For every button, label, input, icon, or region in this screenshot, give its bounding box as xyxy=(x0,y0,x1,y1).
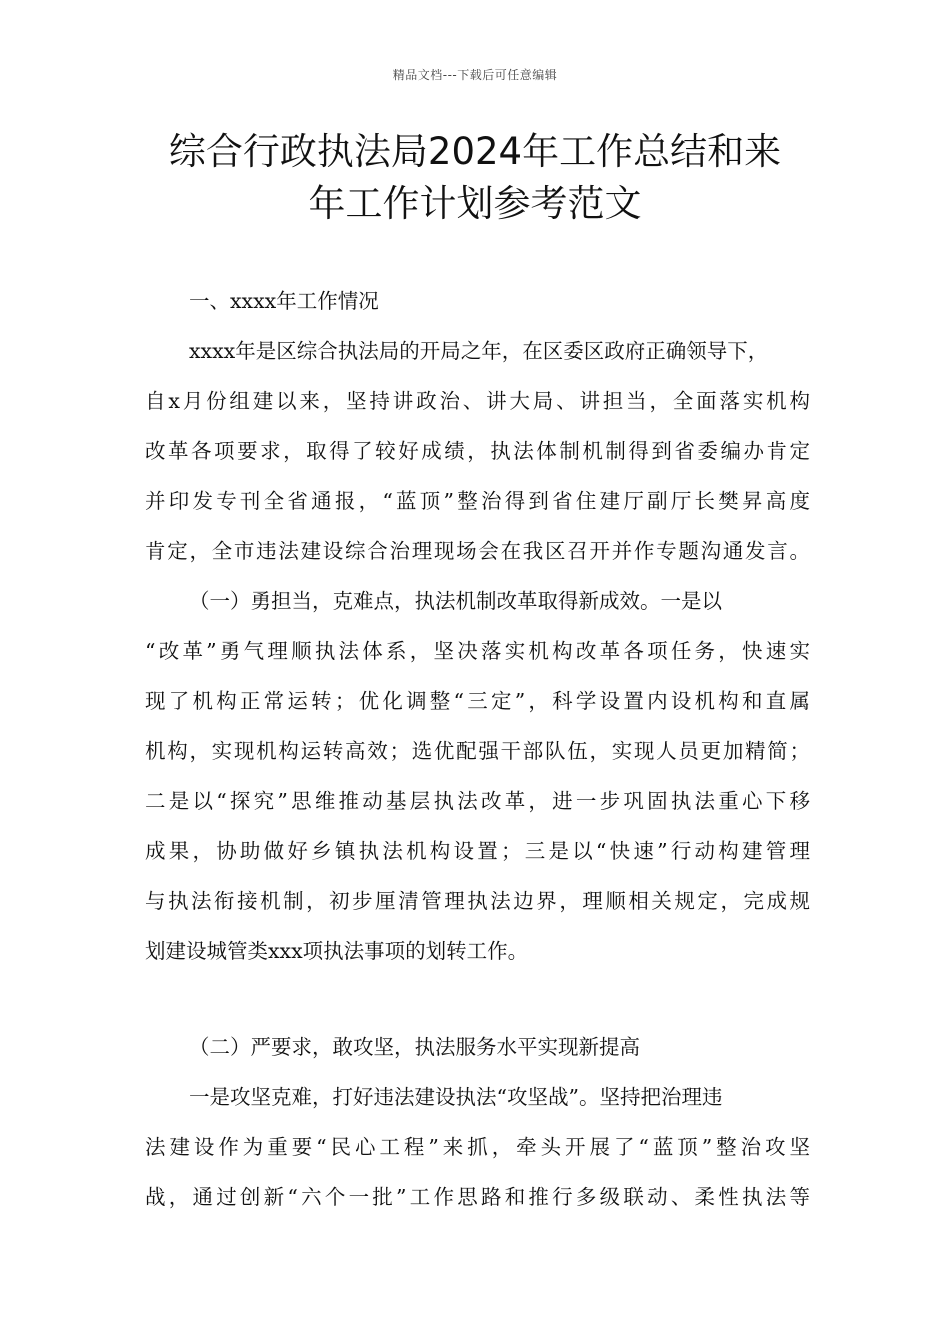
paragraph-line: 一是攻坚克难，打好违法建设执法“攻坚战”。坚持把治理违 xyxy=(189,1085,723,1109)
title-line-1: 综合行政执法局2024年工作总结和来 xyxy=(168,130,782,173)
paragraph-1 xyxy=(145,326,810,576)
paragraph-line: 机构，实现机构运转高效；选优配强干部队伍，实现人员更加精简； xyxy=(145,739,810,763)
paragraph-line: 自x月份组建以来，坚持讲政治、讲大局、讲担当，全面落实机构 xyxy=(145,389,810,413)
header-note: 精品文档---下载后可任意编辑 xyxy=(392,68,558,82)
document-title xyxy=(100,126,850,230)
paragraph-line: 法建设作为重要“民心工程”来抓，牵头开展了“蓝顶”整治攻坚 xyxy=(145,1135,810,1159)
section-2 xyxy=(145,1022,810,1072)
paragraph-line: xxxx年是区综合执法局的开局之年，在区委区政府正确领导下， xyxy=(189,339,769,363)
paragraph-line: 改革各项要求，取得了较好成绩，执法体制机制得到省委编办肯定 xyxy=(145,439,810,463)
paragraph-line: 二是以“探究”思维推动基层执法改革，进一步巩固执法重心下移 xyxy=(145,789,810,813)
section-heading: 一、xxxx年工作情况 xyxy=(189,289,379,313)
section-1 xyxy=(145,276,810,326)
paragraph-line: 并印发专刊全省通报，“蓝顶”整治得到省住建厅副厅长樊昇高度 xyxy=(145,489,810,513)
title-line-2: 年工作计划参考范文 xyxy=(308,182,642,225)
paragraph-line: 成果，协助做好乡镇执法机构设置；三是以“快速”行动构建管理 xyxy=(145,839,810,863)
paragraph-3 xyxy=(145,1072,810,1222)
paragraph-line: “改革”勇气理顺执法体系，坚决落实机构改革各项任务，快速实 xyxy=(145,639,810,663)
paragraph-line: 肯定，全市违法建设综合治理现场会在我区召开并作专题沟通发言。 xyxy=(145,539,810,563)
paragraph-line: 划建设城管类xxx项执法事项的划转工作。 xyxy=(145,939,529,963)
paragraph-line: 现了机构正常运转；优化调整“三定”，科学设置内设机构和直属 xyxy=(145,689,810,713)
paragraph-line: 与执法衔接机制，初步厘清管理执法边界，理顺相关规定，完成规 xyxy=(145,889,810,913)
paragraph-2 xyxy=(145,576,810,976)
section-heading: （二）严要求，敢攻坚，执法服务水平实现新提高 xyxy=(189,1035,640,1059)
paragraph-line: （一）勇担当，克难点，执法机制改革取得新成效。一是以 xyxy=(189,589,722,613)
paragraph-line: 战，通过创新“六个一批”工作思路和推行多级联动、柔性执法等 xyxy=(145,1185,810,1209)
